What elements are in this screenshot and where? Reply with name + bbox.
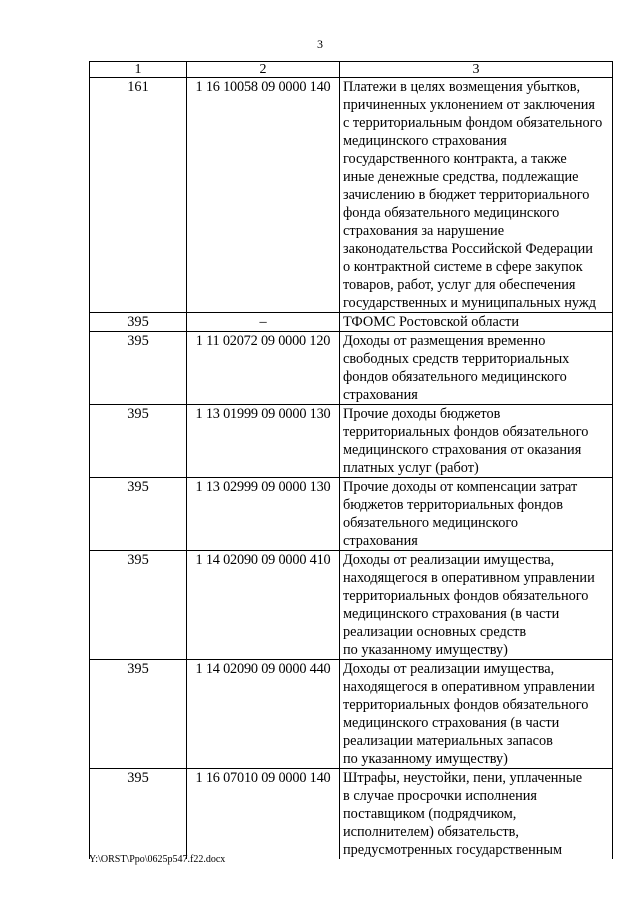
authority-code-cell: 395 bbox=[90, 405, 187, 478]
description-line: законодательства Российской Федерации bbox=[343, 241, 593, 257]
description-line: государственных и муниципальных нужд bbox=[343, 295, 596, 311]
table-row bbox=[90, 405, 613, 478]
description-line: в случае просрочки исполнения bbox=[343, 788, 537, 804]
revenue-code-cell: 1 11 02072 09 0000 120 bbox=[187, 332, 340, 405]
description-line: Прочие доходы бюджетов bbox=[343, 406, 501, 422]
description-cell bbox=[340, 332, 613, 405]
table-row bbox=[90, 332, 613, 405]
file-path-footer: Y:\ORST\Ppo\0625p547.f22.docx bbox=[89, 854, 226, 865]
header-cell-3: 3 bbox=[340, 62, 613, 78]
description-cell bbox=[340, 551, 613, 660]
header-cell-2: 2 bbox=[187, 62, 340, 78]
header-cell-1: 1 bbox=[90, 62, 187, 78]
description-line: товаров, работ, услуг для обеспечения bbox=[343, 277, 576, 293]
description-cell bbox=[340, 313, 613, 332]
description-line: находящегося в оперативном управлении bbox=[343, 570, 595, 586]
description-line: находящегося в оперативном управлении bbox=[343, 679, 595, 695]
page-number: 3 bbox=[317, 37, 323, 51]
authority-code-cell: 395 bbox=[90, 332, 187, 405]
revenue-code-cell: – bbox=[187, 313, 340, 332]
description-line: медицинского страхования bbox=[343, 133, 507, 149]
description-line: по указанному имуществу) bbox=[343, 642, 508, 658]
description-line: по указанному имуществу) bbox=[343, 751, 508, 767]
revenue-code-cell: 1 16 10058 09 0000 140 bbox=[187, 78, 340, 313]
description-line: Доходы от реализации имущества, bbox=[343, 552, 555, 568]
description-cell bbox=[340, 478, 613, 551]
authority-code-cell: 395 bbox=[90, 551, 187, 660]
description-line: с территориальным фондом обязательного bbox=[343, 115, 603, 131]
revenue-code-cell: 1 13 02999 09 0000 130 bbox=[187, 478, 340, 551]
description-line: медицинского страхования от оказания bbox=[343, 442, 582, 458]
description-line: территориальных фондов обязательного bbox=[343, 697, 589, 713]
description-line: страхования bbox=[343, 533, 418, 549]
description-cell bbox=[340, 660, 613, 769]
description-line: ТФОМС Ростовской области bbox=[343, 314, 520, 330]
table-row bbox=[90, 313, 613, 332]
description-cell bbox=[340, 405, 613, 478]
description-line: Доходы от размещения временно bbox=[343, 333, 546, 349]
authority-code-cell: 395 bbox=[90, 769, 187, 860]
table-row bbox=[90, 769, 613, 860]
description-line: Платежи в целях возмещения убытков, bbox=[343, 79, 581, 95]
description-line: исполнителем) обязательств, bbox=[343, 824, 519, 840]
description-line: страхования bbox=[343, 387, 418, 403]
authority-code-cell: 395 bbox=[90, 313, 187, 332]
description-line: причиненных уклонением от заключения bbox=[343, 97, 595, 113]
description-line: фонда обязательного медицинского bbox=[343, 205, 560, 221]
description-line: государственного контракта, а также bbox=[343, 151, 567, 167]
description-line: Доходы от реализации имущества, bbox=[343, 661, 555, 677]
description-line: Штрафы, неустойки, пени, уплаченные bbox=[343, 770, 583, 786]
description-line: реализации материальных запасов bbox=[343, 733, 553, 749]
table-header-row bbox=[90, 62, 613, 78]
description-line: страхования за нарушение bbox=[343, 223, 505, 239]
description-line: иные денежные средства, подлежащие bbox=[343, 169, 579, 185]
description-line: бюджетов территориальных фондов bbox=[343, 497, 563, 513]
authority-code-cell: 395 bbox=[90, 660, 187, 769]
revenue-code-cell: 1 16 07010 09 0000 140 bbox=[187, 769, 340, 860]
table-row bbox=[90, 478, 613, 551]
authority-code-cell: 161 bbox=[90, 78, 187, 313]
description-line: платных услуг (работ) bbox=[343, 460, 479, 476]
description-line: обязательного медицинского bbox=[343, 515, 518, 531]
description-line: зачислению в бюджет территориального bbox=[343, 187, 590, 203]
description-cell bbox=[340, 78, 613, 313]
description-line: фондов обязательного медицинского bbox=[343, 369, 567, 385]
description-line: территориальных фондов обязательного bbox=[343, 424, 589, 440]
description-line: медицинского страхования (в части bbox=[343, 606, 560, 622]
budget-codes-table bbox=[89, 61, 613, 859]
table-row bbox=[90, 660, 613, 769]
revenue-code-cell: 1 14 02090 09 0000 410 bbox=[187, 551, 340, 660]
table-row bbox=[90, 551, 613, 660]
description-line: свободных средств территориальных bbox=[343, 351, 570, 367]
revenue-code-cell: 1 13 01999 09 0000 130 bbox=[187, 405, 340, 478]
description-cell bbox=[340, 769, 613, 860]
description-line: реализации основных средств bbox=[343, 624, 527, 640]
description-line: о контрактной системе в сфере закупок bbox=[343, 259, 583, 275]
table-row bbox=[90, 78, 613, 313]
description-line: медицинского страхования (в части bbox=[343, 715, 560, 731]
description-line: поставщиком (подрядчиком, bbox=[343, 806, 517, 822]
description-line: предусмотренных государственным bbox=[343, 842, 563, 858]
revenue-code-cell: 1 14 02090 09 0000 440 bbox=[187, 660, 340, 769]
authority-code-cell: 395 bbox=[90, 478, 187, 551]
description-line: Прочие доходы от компенсации затрат bbox=[343, 479, 578, 495]
description-line: территориальных фондов обязательного bbox=[343, 588, 589, 604]
